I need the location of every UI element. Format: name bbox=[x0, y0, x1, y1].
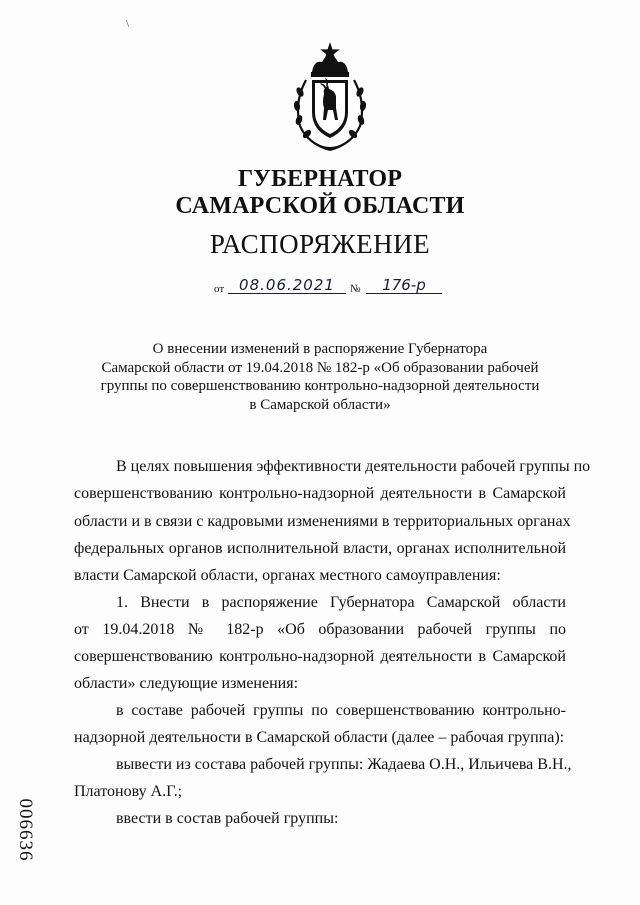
body-line: Платонову А.Г.; bbox=[74, 783, 183, 800]
body-line: федеральных органов исполнительной власти, органах исполнительной bbox=[74, 540, 566, 557]
registration-stamp bbox=[10, 780, 40, 880]
number-sign: № bbox=[350, 283, 361, 295]
body-line: области и в связи с кадровыми изменениями в территориальных органах bbox=[74, 513, 571, 530]
body-line: власти Самарской области, органах местного самоуправления: bbox=[74, 567, 501, 584]
registration-number: 006636 bbox=[15, 798, 36, 862]
body-line: области» следующие изменения: bbox=[74, 675, 299, 692]
authority-title-line2: САМАРСКОЙ ОБЛАСТИ bbox=[175, 193, 465, 219]
subject-line: в Самарской области» bbox=[249, 396, 391, 413]
body-line: надзорной деятельности в Самарской области (далее – рабочая группа): bbox=[74, 729, 565, 746]
body-line: вывести из состава рабочей группы: Жадаева О.Н., Ильичева В.Н., bbox=[116, 756, 572, 773]
handwritten-date: 08.06.2021 bbox=[228, 276, 346, 294]
coat-of-arms-icon bbox=[290, 42, 370, 154]
subject-line: группы по совершенствованию контрольно-надзорной деятельности bbox=[100, 378, 540, 394]
body-line: В целях повышения эффективности деятельности рабочей группы по bbox=[116, 458, 591, 475]
date-number-line bbox=[214, 276, 454, 296]
body-line: от 19.04.2018 № 182-р «Об образовании рабочей группы по bbox=[74, 621, 566, 638]
body-line: в составе рабочей группы по совершенствованию контрольно- bbox=[116, 702, 566, 719]
document-subject bbox=[100, 340, 540, 414]
document-type-heading: РАСПОРЯЖЕНИЕ bbox=[209, 229, 431, 259]
subject-line: О внесении изменений в распоряжение Губернатора bbox=[152, 341, 488, 357]
handwritten-number: 176-р bbox=[366, 276, 442, 294]
body-line: 1. Внести в распоряжение Губернатора Самарской области bbox=[116, 594, 566, 611]
body-line: совершенствованию контрольно-надзорной деятельности в Самарской bbox=[74, 485, 566, 502]
body-line: совершенствованию контрольно-надзорной деятельности в Самарской bbox=[74, 648, 566, 665]
date-prefix: от bbox=[214, 283, 225, 295]
body-line: ввести в состав рабочей группы: bbox=[116, 810, 339, 827]
authority-title-line1: ГУБЕРНАТОР bbox=[237, 166, 403, 192]
margin-mark: \ bbox=[126, 18, 130, 30]
subject-line: Самарской области от 19.04.2018 № 182-р «Об образовании рабочей bbox=[101, 359, 539, 376]
